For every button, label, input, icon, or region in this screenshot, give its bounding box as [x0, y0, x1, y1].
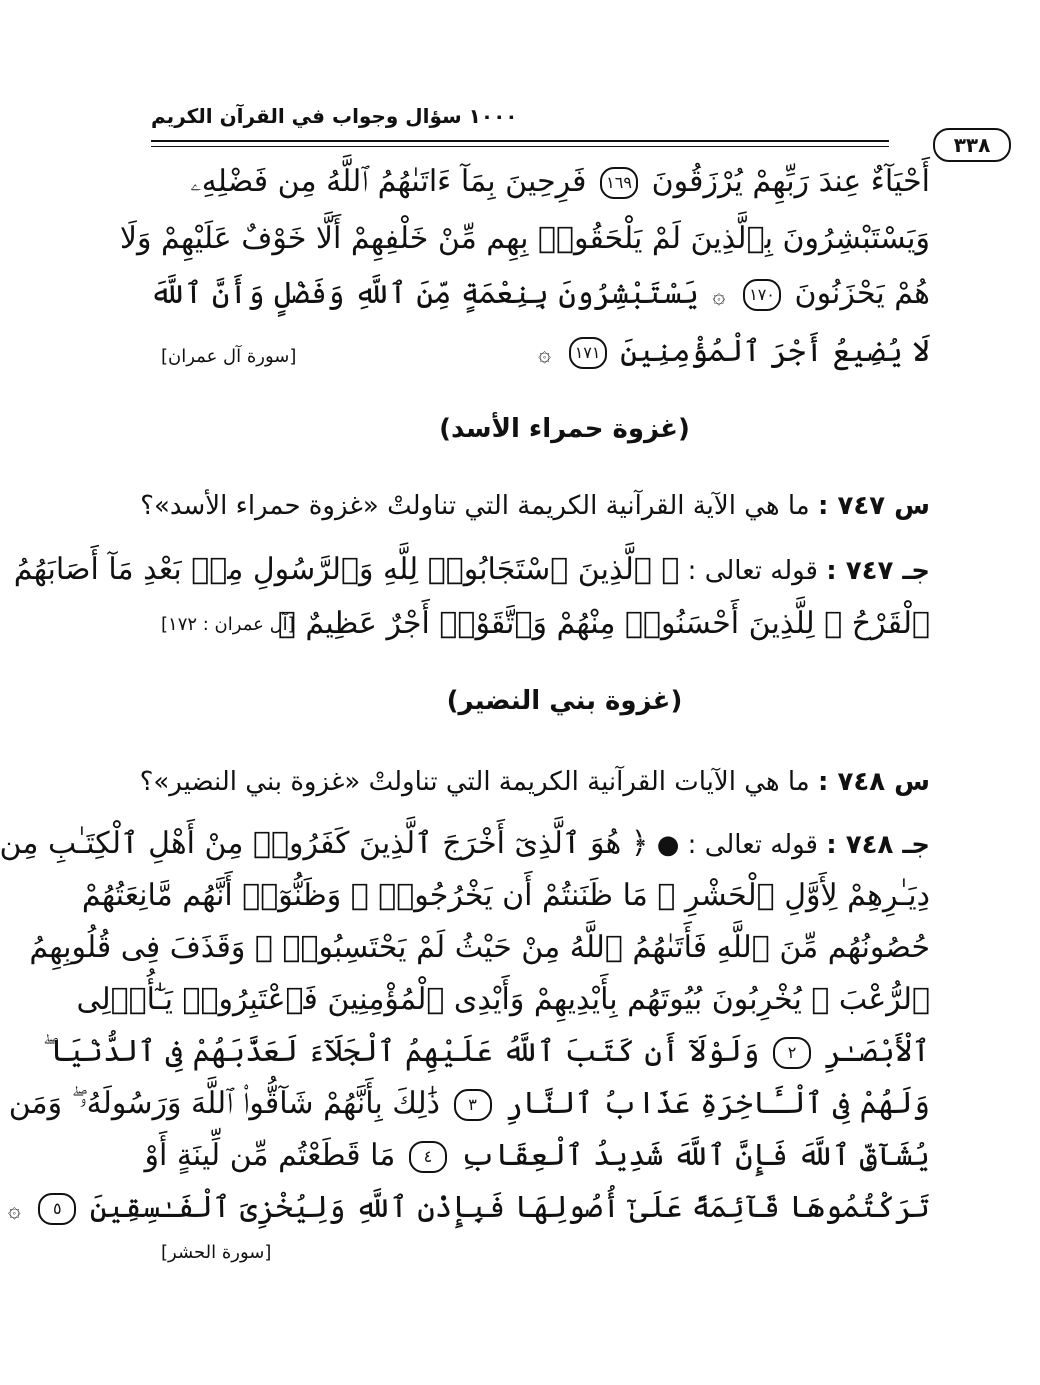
question-line — [139, 760, 930, 804]
verse-text: ﴿ هُوَ ٱلَّذِىٓ أَخْرَجَ ٱلَّذِينَ كَفَرُوا۟ مِنْ أَهْلِ ٱلْكِتَـٰبِ مِن — [0, 826, 649, 861]
surah-reference: [سورة الحشر] — [161, 1242, 272, 1263]
verse-line — [119, 215, 930, 265]
verse-number-marker: ١٧٠ — [743, 279, 781, 311]
verse-text: وَيَسْتَبْشِرُونَ بِٱلَّذِينَ لَمْ يَلْحَقُوا۟ بِهِم مِّنْ خَلْفِهِمْ أَلَّا خَوْفٌ عَلَيْهِمْ وَلَا — [119, 221, 930, 256]
end-ornament-icon: ۞ — [7, 1198, 21, 1223]
answer-line — [0, 822, 930, 867]
verse-text: يَسْتَبْشِرُونَ بِنِعْمَةٍ مِّنَ ٱللَّهِ وَفَضْلٍ وَأَنَّ ٱللَّهَ — [149, 276, 699, 311]
header-rule — [151, 140, 889, 142]
verse-text: يُشَآقِّ ٱللَّهَ فَإِنَّ ٱللَّهَ شَدِيدُ ٱلْعِقَابِ — [460, 1138, 930, 1173]
verse-text: ذَٰلِكَ بِأَنَّهُمْ شَآقُّوا۟ ٱللَّهَ وَرَسُولَهُۥ ۖ وَمَن — [8, 1086, 441, 1121]
verse-text: ﴿ ٱلَّذِينَ ٱسْتَجَابُوا۟ لِلَّهِ وَٱلرَّسُولِ مِنۢ بَعْدِ مَآ أَصَابَهُمُ — [13, 552, 680, 587]
verse-text: هُمْ يَحْزَنُونَ — [794, 276, 930, 311]
answer-intro: قوله تعالى : — [687, 556, 818, 586]
question-label: س ٧٤٧ : — [818, 491, 930, 521]
section-title: (غزوة بني النضير) — [446, 686, 683, 716]
verse-text: ٱلْقَرْحُ ۚ لِلَّذِينَ أَحْسَنُوا۟ مِنْهُمْ وَٱتَّقَوْا۟ أَجْرٌ عَظِيمٌ ﴾ — [277, 606, 930, 641]
verse-text: ٱلْأَبْصَـٰرِ — [824, 1034, 930, 1069]
verse-number-marker: ٢ — [773, 1037, 811, 1069]
verse-number-marker: ٥ — [38, 1193, 76, 1225]
question-text: ما هي الآية القرآنية الكريمة التي تناولتْ «غزوة حمراء الأسد»؟ — [140, 491, 810, 521]
verse-number-marker: ٤ — [409, 1141, 447, 1173]
verse-number-marker: ١٦٩ — [600, 167, 638, 199]
verse-text: مَا قَطَعْتُم مِّن لِّينَةٍ أَوْ — [144, 1138, 396, 1173]
question-label: س ٧٤٨ : — [818, 767, 930, 797]
answer-intro: قوله تعالى : ● — [656, 830, 818, 860]
verse-text: وَلَهُمْ فِى ٱلْـَٔاخِرَةِ عَذَابُ ٱلنَّارِ — [505, 1086, 930, 1121]
verse-line — [149, 270, 930, 320]
verse-number-marker: ٣ — [454, 1089, 492, 1121]
section-title: (غزوة حمراء الأسد) — [439, 414, 690, 444]
verse-line — [7, 1184, 930, 1234]
ayah-reference: [آل عمران : ١٧٢] — [161, 614, 295, 635]
verse-star-icon: ۞ — [712, 284, 726, 309]
verse-text: دِيَـٰرِهِمْ لِأَوَّلِ ٱلْحَشْرِ ۚ مَا ظَنَنتُمْ أَن يَخْرُجُوا۟ ۖ وَظَنُّوٓا۟ أَنَّهُم مَّانِعَتُهُمْ — [81, 878, 930, 913]
book-title: ١٠٠٠ سؤال وجواب في القرآن الكريم — [151, 104, 518, 128]
question-text: ما هي الآيات القرآنية الكريمة التي تناولتْ «غزوة بني النضير»؟ — [139, 767, 810, 797]
verse-text: تَرَكْتُمُوهَا قَآئِمَةً عَلَىٰٓ أُصُولِهَا فَبِإِذْنِ ٱللَّهِ وَلِيُخْزِىَ ٱلْفَـٰسِقِينَ — [89, 1190, 930, 1225]
page-number: ٣٣٨ — [933, 128, 1011, 162]
verse-text: فَرِحِينَ بِمَآ ءَاتَىٰهُمُ ٱللَّهُ مِن فَضْلِهِۦ — [190, 164, 587, 199]
verse-text: لَا يُضِيعُ أَجْرَ ٱلْمُؤْمِنِينَ — [620, 334, 930, 369]
answer-label: جـ ٧٤٧ : — [826, 556, 930, 586]
header-rule-thin — [151, 146, 889, 147]
verse-number-marker: ١٧١ — [569, 337, 607, 369]
verse-line — [159, 158, 930, 208]
verse-line — [42, 1028, 930, 1078]
page-header — [151, 104, 991, 157]
verse-line — [144, 1132, 930, 1182]
verse-text: حُصُونُهُم مِّنَ ٱللَّهِ فَأَتَىٰهُمُ ٱللَّهُ مِنْ حَيْثُ لَمْ يَحْتَسِبُوا۟ ۖ وَقَذَفَ فِى قُلُوبِهِمُ — [29, 930, 930, 965]
verse-text: أَحْيَآءٌ عِندَ رَبِّهِمْ يُرْزَقُونَ — [651, 164, 930, 199]
verse-text: ٱلرُّعْبَ ۚ يُخْرِبُونَ بُيُوتَهُم بِأَيْدِيهِمْ وَأَيْدِى ٱلْمُؤْمِنِينَ فَٱعْتَبِرُوا۟ يَـٰٓأُو۟لِى — [76, 982, 930, 1017]
end-ornament-icon: ۞ — [538, 342, 552, 367]
surah-reference: [سورة آل عمران] — [161, 346, 297, 367]
verse-line — [8, 1080, 930, 1130]
answer-label: جـ ٧٤٨ : — [826, 830, 930, 860]
verse-line — [81, 872, 930, 922]
question-line — [140, 484, 930, 528]
verse-line — [29, 924, 930, 974]
answer-line — [13, 548, 930, 593]
verse-line — [76, 976, 930, 1026]
verse-text: وَلَوْلَآ أَن كَتَبَ ٱللَّهُ عَلَيْهِمُ ٱلْجَلَآءَ لَعَذَّبَهُمْ فِى ٱلدُّنْيَا ۖ — [42, 1034, 760, 1069]
